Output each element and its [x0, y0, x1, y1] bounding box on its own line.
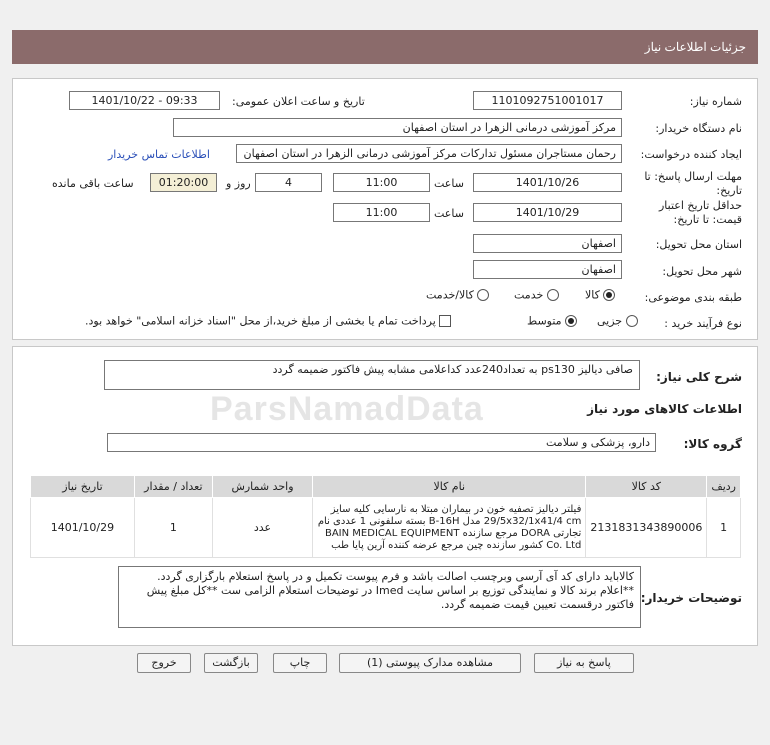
deadline-date-field: 1401/10/26 [473, 173, 622, 192]
col-name: نام کالا [313, 476, 586, 498]
table-header-row [31, 476, 741, 498]
category-option-service[interactable]: خدمت [514, 288, 559, 302]
col-code: کد کالا [586, 476, 707, 498]
buyer-org-label: نام دستگاه خریدار: [655, 122, 742, 135]
deadline-label-1: مهلت ارسال پاسخ: تا [644, 170, 742, 183]
announce-field: 1401/10/22 - 09:33 [69, 91, 220, 110]
province-field: اصفهان [473, 234, 622, 253]
goods-section-title: اطلاعات کالاهای مورد نیاز [587, 402, 742, 416]
col-qty: تعداد / مقدار [134, 476, 212, 498]
validity-time-field: 11:00 [333, 203, 430, 222]
checkbox-icon[interactable] [439, 315, 451, 327]
col-date: تاریخ نیاز [31, 476, 135, 498]
radio-selected-icon[interactable] [565, 315, 577, 327]
category-option-goods-service[interactable]: کالا/خدمت [426, 288, 489, 302]
validity-label-2: قیمت: تا تاریخ: [673, 213, 742, 226]
goods-group-label: گروه کالا: [683, 437, 742, 451]
radio-selected-icon[interactable] [603, 289, 615, 301]
goods-group-field: دارو، پزشکی و سلامت [107, 433, 656, 452]
page-title: جزئیات اطلاعات نیاز [12, 30, 758, 64]
city-label: شهر محل تحویل: [662, 265, 742, 278]
remaining-time-field: 01:20:00 [150, 173, 217, 192]
buyer-org-field: مرکز آموزشی درمانی الزهرا در استان اصفهان [173, 118, 622, 137]
exit-button[interactable]: خروج [137, 653, 191, 673]
days-label: روز و [226, 177, 251, 190]
process-option-medium[interactable]: متوسط [527, 314, 577, 328]
watermark: ParsNamadData [210, 390, 484, 428]
category-option-goods[interactable]: کالا [585, 288, 615, 302]
cell-name: فیلتر دیالیز تصفیه خون در بیماران مبتلا به نارسایی کلیه سایز 29/5x32/1x41/4 cm مدل B-16H بسته سلفونی 1 عددی نام تجارتی DORA مرجع سازنده BAIN MEDICAL EQUIPMENT Co. Ltd کشور سازنده چین مرجع عرضه کننده آرین پایا طب [313, 498, 586, 558]
days-field: 4 [255, 173, 322, 192]
deadline-label-2: تاریخ: [716, 184, 742, 197]
buyer-contact-link[interactable]: اطلاعات تماس خریدار [108, 148, 210, 161]
deadline-time-label: ساعت [434, 177, 464, 190]
radio-icon[interactable] [626, 315, 638, 327]
buyer-notes-field: کالاباید دارای کد آی آرسی وبرچسب اصالت باشد و فرم پیوست تکمیل و در پاسخ استعلام بارگزاری گردد. **اعلام برند کالا و نمایندگی توزیع بر اساس سایت Imed در توضیحات استعلام الزامی ست **کل مبلغ پیش فاکتور درقسمت تعیین قیمت ضمیمه گردد. [118, 566, 641, 628]
validity-label-1: حداقل تاریخ اعتبار [658, 199, 742, 212]
province-label: استان محل تحویل: [655, 238, 742, 251]
process-option-minor[interactable]: جزیی [597, 314, 638, 328]
back-button[interactable]: بازگشت [204, 653, 258, 673]
need-number-label: شماره نیاز: [689, 95, 742, 108]
col-row: ردیف [707, 476, 741, 498]
buyer-notes-label: توضیحات خریدار: [640, 591, 742, 605]
announce-label: تاریخ و ساعت اعلان عمومی: [232, 95, 365, 108]
cell-unit: عدد [212, 498, 312, 558]
attachments-button[interactable]: مشاهده مدارک پیوستی (1) [339, 653, 521, 673]
radio-icon[interactable] [547, 289, 559, 301]
category-label: طبقه بندی موضوعی: [644, 291, 742, 304]
deadline-time-field: 11:00 [333, 173, 430, 192]
payment-option[interactable]: پرداخت تمام یا بخشی از مبلغ خرید،از محل "اسناد خزانه اسلامی" خواهد بود. [85, 314, 451, 328]
summary-label: شرح کلی نیاز: [656, 370, 742, 384]
cell-date: 1401/10/29 [31, 498, 135, 558]
validity-time-label: ساعت [434, 207, 464, 220]
need-number-field: 1101092751001017 [473, 91, 622, 110]
cell-code: 2131831343890006 [586, 498, 707, 558]
process-label: نوع فرآیند خرید : [664, 317, 742, 330]
creator-field: رحمان مستاجران مسئول تدارکات مرکز آموزشی درمانی الزهرا در استان اصفهان [236, 144, 622, 163]
summary-field: صافی دیالیز ps130 به تعداد240عدد کداعلامی مشابه پیش فاکتور ضمیمه گردد [104, 360, 640, 390]
cell-qty: 1 [134, 498, 212, 558]
cell-row: 1 [707, 498, 741, 558]
reply-button[interactable]: پاسخ به نیاز [534, 653, 634, 673]
creator-label: ایجاد کننده درخواست: [640, 148, 742, 161]
table-row [31, 498, 741, 558]
radio-icon[interactable] [477, 289, 489, 301]
print-button[interactable]: چاپ [273, 653, 327, 673]
city-field: اصفهان [473, 260, 622, 279]
goods-table [30, 475, 741, 558]
col-unit: واحد شمارش [212, 476, 312, 498]
remaining-label: ساعت باقی مانده [52, 177, 134, 190]
validity-date-field: 1401/10/29 [473, 203, 622, 222]
